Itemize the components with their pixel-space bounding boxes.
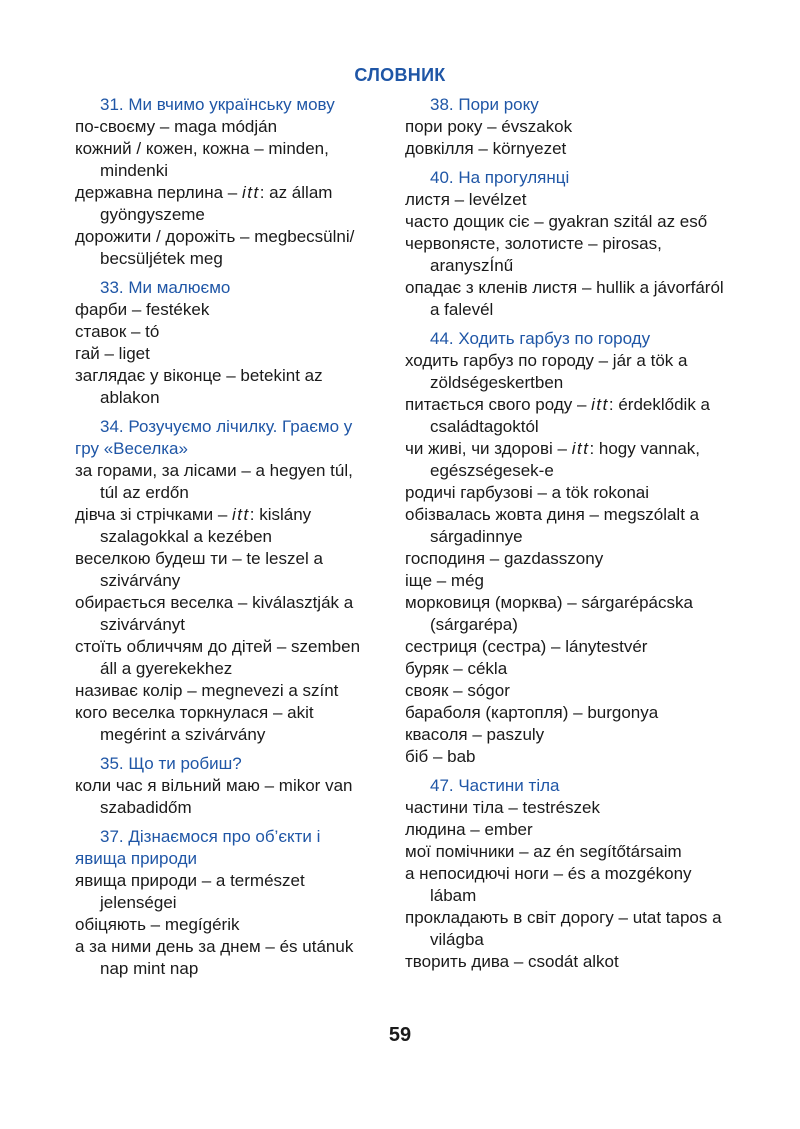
glossary-entry: [405, 116, 735, 138]
glossary-entry: [405, 394, 735, 438]
entry-text: заглядає у віконце – betekint az ablakon: [75, 366, 323, 407]
glossary-section: [405, 328, 735, 768]
page-number: 59: [388, 1024, 412, 1046]
glossary-entry: [75, 138, 375, 182]
entry-text: біб – bab: [405, 747, 476, 766]
glossary-entry: [75, 936, 375, 980]
glossary-entry: [75, 548, 375, 592]
entry-text: явища природи – a természet jelenségei: [75, 871, 305, 912]
glossary-entry: [75, 914, 375, 936]
glossary-entry: [405, 841, 735, 863]
glossary-entry: [75, 321, 375, 343]
glossary-entry: [405, 211, 735, 233]
entry-text: називає колір – megnevezi a színt: [75, 681, 339, 700]
glossary-section: [75, 94, 375, 270]
entry-text: веселкою будеш ти – te leszel a szivárvány: [75, 549, 323, 590]
entry-text: фарби – festékek: [75, 300, 210, 319]
entry-text: по-своєму – maga módján: [75, 117, 278, 136]
entry-text: господиня – gazdasszony: [405, 549, 604, 568]
entry-text: людина – ember: [405, 820, 533, 839]
entry-abbreviation: itt: [232, 505, 250, 524]
entry-text: державна перлина –: [75, 183, 242, 202]
glossary-section: [75, 826, 375, 980]
glossary-entry: [405, 951, 735, 973]
entry-text: а непосидючі ноги – és a mozgékony lábam: [405, 864, 692, 905]
entry-text: пори року – évszakok: [405, 117, 573, 136]
glossary-entry: [75, 460, 375, 504]
glossary-entry: [405, 189, 735, 211]
entry-abbreviation: itt: [591, 395, 609, 414]
entry-text: коли час я вільний маю – mikor van szabadidőm: [75, 776, 353, 817]
glossary-entry: [405, 438, 735, 482]
glossary-entry: [75, 299, 375, 321]
glossary-section: [75, 416, 375, 746]
entry-text: кого веселка торкнулася – akit megérint a szivárvány: [75, 703, 314, 744]
entry-translation: : az állam gyöngyszeme: [100, 183, 333, 224]
glossary-entry: [405, 819, 735, 841]
section-heading: 37. Дізнаємося про об’єкти і явища природи: [75, 827, 321, 868]
section-heading: 33. Ми малюємо: [100, 278, 231, 297]
entry-text: червоnясте, золотисте – pirosas, aranyszÍnű: [405, 234, 662, 275]
glossary-entry: [75, 504, 375, 548]
entry-text: буряк – cékla: [405, 659, 508, 678]
section-heading: 47. Частини тіла: [430, 776, 560, 795]
entry-text: стоїть обличчям до дітей – szemben áll a gyerekekhez: [75, 637, 361, 678]
glossary-entry: [75, 775, 375, 819]
glossary-entry: [75, 182, 375, 226]
glossary-entry: [405, 746, 735, 768]
glossary-section: [405, 775, 735, 973]
entry-text: творить дива – csodát alkot: [405, 952, 619, 971]
entry-text: родичі гарбузові – a tök rokonai: [405, 483, 650, 502]
glossary-entry: [405, 907, 735, 951]
entry-text: питається свого роду –: [405, 395, 592, 414]
entry-text: часто дощик сіє – gyakran szitál az eső: [405, 212, 708, 231]
entry-text: опадає з кленів листя – hullik a jávorfáról a falevél: [405, 278, 724, 319]
entry-text: дівча зі стрічками –: [75, 505, 233, 524]
entry-text: а за ними день за днем – és utánuk nap mint nap: [75, 937, 354, 978]
entry-text: обізвалась жовта диня – megszólalt a sárgadinnye: [405, 505, 700, 546]
glossary-entry: [75, 226, 375, 270]
entry-translation: : kislány szalagokkal a kezében: [100, 505, 312, 546]
section-heading: 38. Пори року: [430, 95, 539, 114]
entry-abbreviation: itt: [241, 183, 260, 202]
glossary-entry: [75, 592, 375, 636]
entry-text: квасоля – paszuly: [405, 725, 545, 744]
glossary-entry: [405, 863, 735, 907]
entry-text: мої помічники – az én segítőtársaim: [405, 842, 682, 861]
entry-text: ставок – tó: [75, 322, 160, 341]
glossary-entry: [75, 116, 375, 138]
glossary-entry: [405, 138, 735, 160]
entry-abbreviation: itt: [571, 439, 590, 458]
entry-text: дорожити / дорожіть – megbecsülni/ becsüljétek meg: [75, 227, 355, 268]
section-heading: 34. Розучуємо лічилку. Граємо у гру «Веселка»: [75, 417, 353, 458]
glossary-entry: [405, 233, 735, 277]
glossary-section: [75, 277, 375, 409]
entry-text: листя – levélzet: [405, 190, 527, 209]
glossary-entry: [405, 504, 735, 548]
entry-text: свояк – sógor: [405, 681, 510, 700]
glossary-entry: [405, 702, 735, 724]
glossary-section: [405, 94, 735, 160]
glossary-entry: [75, 680, 375, 702]
section-heading: 44. Ходить гарбуз по городу: [430, 329, 651, 348]
right-column: [405, 94, 735, 973]
entry-text: чи живі, чи здорові –: [405, 439, 572, 458]
section-heading: 31. Ми вчимо українську мову: [100, 95, 335, 114]
glossary-entry: [405, 797, 735, 819]
entry-text: частини тіла – testrészek: [405, 798, 601, 817]
glossary-entry: [405, 724, 735, 746]
entry-translation: : hogy vannak, egészségesek-e: [430, 439, 701, 480]
entry-text: гай – liget: [75, 344, 150, 363]
glossary-entry: [405, 636, 735, 658]
section-heading: 35. Що ти робиш?: [100, 754, 242, 773]
glossary-entry: [405, 350, 735, 394]
glossary-entry: [405, 548, 735, 570]
glossary-entry: [75, 636, 375, 680]
entry-text: обіцяють – megígérik: [75, 915, 240, 934]
entry-text: бараболя (картопля) – burgonya: [405, 703, 659, 722]
entry-text: за горами, за лісами – a hegyen túl, túl az erdőn: [75, 461, 353, 502]
glossary-entry: [75, 343, 375, 365]
entry-text: сестриця (сестра) – lánytestvér: [405, 637, 648, 656]
section-heading: 40. На прогулянці: [430, 168, 570, 187]
left-column: [75, 94, 375, 980]
glossary-section: [405, 167, 735, 321]
glossary-entry: [405, 592, 735, 636]
entry-text: обирається веселка – kiválasztják a szivárványt: [75, 593, 354, 634]
entry-translation: : érdeklődik a családtagoktól: [430, 395, 711, 436]
glossary-entry: [75, 702, 375, 746]
entry-text: морковиця (морква) – sárgarépácska (sárgarépa): [405, 593, 693, 634]
glossary-entry: [405, 277, 735, 321]
glossary-entry: [405, 482, 735, 504]
entry-text: кожний / кожен, кожна – minden, mindenki: [75, 139, 329, 180]
glossary-entry: [405, 570, 735, 592]
entry-text: іще – még: [405, 571, 484, 590]
glossary-entry: [75, 870, 375, 914]
entry-text: прокладають в світ дорогу – utat tapos a világba: [405, 908, 722, 949]
entry-text: ходить гарбуз по городу – jár a tök a zöldségeskertben: [405, 351, 688, 392]
glossary-section: [75, 753, 375, 819]
page-title: СЛОВНИК: [354, 65, 446, 85]
entry-text: довкілля – környezet: [405, 139, 567, 158]
glossary-entry: [75, 365, 375, 409]
glossary-entry: [405, 658, 735, 680]
glossary-entry: [405, 680, 735, 702]
